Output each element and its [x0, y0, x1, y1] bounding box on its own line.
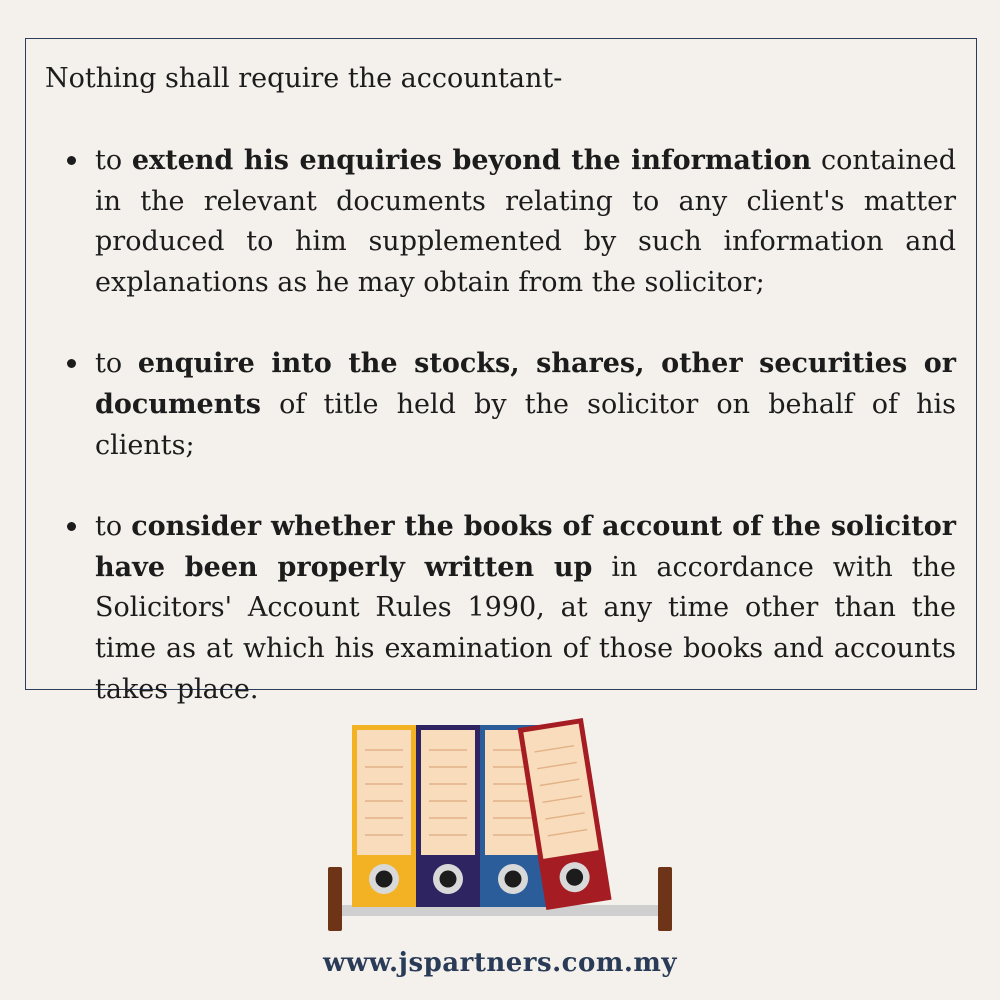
shelf-bracket-right [658, 867, 672, 931]
intro-text: Nothing shall require the accountant- [45, 63, 563, 94]
bullet-dot [67, 156, 76, 165]
shelf-bracket-left [328, 867, 342, 931]
bullet-dot [67, 359, 76, 368]
website-url: www.jspartners.com.my [322, 948, 678, 978]
bullet-item-2: to enquire into the stocks, shares, other securities or documents of title held by the solicitor on behalf of his clients; [95, 344, 956, 466]
binder-purple [416, 725, 480, 907]
binders-illustration [320, 705, 680, 935]
bullet-item-3: to consider whether the books of account of the solicitor have been properly written up in accordance with the Solicitors' Account Rules 1990, at any time other than the time as at which his examination of those books and accounts takes place. [95, 507, 956, 710]
bullet-item-1: to extend his enquiries beyond the information contained in the relevant documents relating to any client's matter produced to him supplemented by such information and explanations as he may obtain from the solicitor; [95, 141, 956, 303]
bullet-dot [67, 522, 76, 531]
bullet-list [26, 141, 976, 751]
bullet-emphasis: extend his enquiries beyond the information [131, 145, 812, 176]
bullet-emphasis: consider whether the books of account of the solicitor have been properly written up [95, 511, 956, 583]
text-panel [25, 38, 977, 705]
binder-yellow [352, 725, 416, 907]
bullet-emphasis: enquire into the stocks, shares, other securities or documents [95, 348, 956, 420]
